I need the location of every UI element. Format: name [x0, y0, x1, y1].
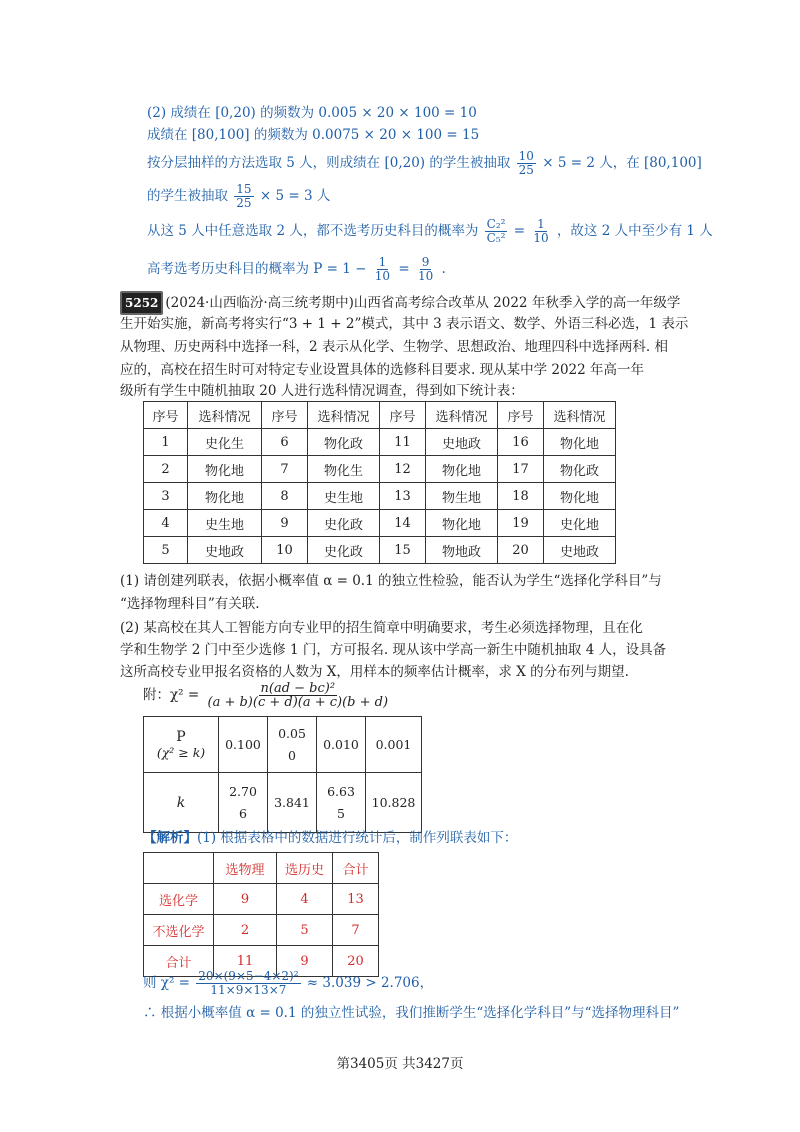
- contingency-table: [143, 852, 379, 977]
- table-cell: 序号: [144, 402, 188, 429]
- table-cell: 9: [214, 884, 277, 915]
- table-cell: 物生地: [426, 483, 498, 510]
- table-cell: 史生地: [188, 510, 262, 537]
- table-cell: 17: [498, 456, 544, 483]
- question-1-line-1: (1) 请创建列联表，依据小概率值 α = 0.1 的独立性检验，能否认为学生“选择化学科目”与: [120, 573, 662, 589]
- fraction: $\frac{\text{C₂²}}{\text{C₅²}}$: [486, 217, 506, 245]
- table-cell: 11: [214, 946, 277, 977]
- table-cell: 13: [333, 884, 379, 915]
- table-cell: 选化学: [144, 884, 214, 915]
- table-cell: 物化地: [544, 429, 616, 456]
- analysis-line: 【解析】(1) 根据表格中的数据进行统计后，制作列联表如下：: [143, 830, 518, 846]
- table-cell: 物化地: [188, 456, 262, 483]
- p-value-cell: 0.001: [366, 717, 422, 773]
- table-cell: 史地政: [544, 537, 616, 564]
- table-cell: 史生地: [308, 483, 380, 510]
- table-cell: 5: [144, 537, 188, 564]
- fraction: $\frac{1}{10}$: [374, 255, 391, 283]
- table-cell: 物化政: [544, 456, 616, 483]
- table-cell: 选历史: [277, 853, 333, 884]
- p-value-cell: 0.010: [317, 717, 366, 773]
- problem-line-5: 级所有学生中随机抽取 20 人进行选科情况调查，得到如下统计表：: [120, 383, 524, 399]
- problem-line-2: 生开始实施，新高考将实行“3 + 1 + 2”模式，其中 3 表示语文、数学、外语三科必选，1 表示: [120, 316, 689, 332]
- solution-line-1: (2) 成绩在 [0,20) 的频数为 0.005 × 20 × 100 = 10: [147, 105, 477, 121]
- table-cell: 20: [333, 946, 379, 977]
- fraction: $\frac{15}{25}$: [236, 182, 252, 210]
- problem-line-4: 应的，高校在招生时可对特定专业设置具体的选修科目要求. 现从某中学 2022 年高一年: [120, 362, 645, 378]
- table-cell: 史地政: [426, 429, 498, 456]
- table-cell: 序号: [262, 402, 308, 429]
- table-cell: 9: [262, 510, 308, 537]
- table-cell: 选科情况: [426, 402, 498, 429]
- chi-square-calculation: 则 χ² = $\frac{\text{20×(9×5−4×2)²}}{11\times 9\times 13\times 7}$ ≈ 3.039 > 2.706，: [143, 969, 434, 997]
- table-cell: 4: [277, 884, 333, 915]
- problem-number-badge: 5252: [120, 291, 163, 315]
- table-row: [144, 429, 616, 456]
- table-header-row: [144, 402, 616, 429]
- table-cell: 16: [498, 429, 544, 456]
- table-cell: 序号: [498, 402, 544, 429]
- table-cell: 12: [380, 456, 426, 483]
- table-row: [144, 884, 379, 915]
- k-value-cell: 6.63 5: [317, 773, 366, 833]
- table-cell: 物化地: [426, 456, 498, 483]
- solution-line-5: 从这 5 人中任意选取 2 人，都不选考历史科目的概率为 $\frac{\text{C₂²}}{\text{C₅²}}$ = $\frac{1}{10}$ ，故这 2 人中至少有 1 人: [147, 217, 713, 245]
- page-footer: 第3405页 共3427页: [336, 1056, 464, 1072]
- fraction: $\frac{9}{10}$: [417, 255, 434, 283]
- table-cell: [144, 853, 214, 884]
- conclusion-line: ∴ 根据小概率值 α = 0.1 的独立性试验，我们推断学生“选择化学科目”与“选择物理科目”: [143, 1005, 680, 1021]
- solution-line-2: 成绩在 [80,100] 的频数为 0.0075 × 20 × 100 = 15: [147, 127, 480, 143]
- table-cell: 选科情况: [544, 402, 616, 429]
- table-cell: 序号: [380, 402, 426, 429]
- p-label-cell: P (χ² ≥ k): [144, 717, 219, 773]
- solution-line-6: 高考选考历史科目的概率为 P = 1 − $\frac{1}{10}$ = $\frac{9}{10}$ .: [147, 255, 446, 283]
- fraction: $\frac{\text{n(ad − bc)²}}{(a + b)(c + d)(a + c)(b + d)}$: [207, 681, 389, 710]
- table-cell: 4: [144, 510, 188, 537]
- table-cell: 11: [380, 429, 426, 456]
- k-value-cell: 3.841: [268, 773, 317, 833]
- table-cell: 合计: [144, 946, 214, 977]
- table-cell: 15: [380, 537, 426, 564]
- fraction: $\frac{1}{10}$: [533, 217, 549, 245]
- table-cell: 物化地: [426, 510, 498, 537]
- table-header-row: [144, 853, 379, 884]
- table-cell: 13: [380, 483, 426, 510]
- table-cell: 6: [262, 429, 308, 456]
- table-row: [144, 537, 616, 564]
- table-cell: 选科情况: [188, 402, 262, 429]
- table-cell: 史化政: [308, 537, 380, 564]
- question-1-line-2: “选择物理科目”有关联.: [120, 596, 260, 612]
- table-cell: 史化政: [308, 510, 380, 537]
- table-cell: 不选化学: [144, 915, 214, 946]
- table-row: [144, 456, 616, 483]
- table-cell: 选物理: [214, 853, 277, 884]
- table-cell: 史化地: [544, 510, 616, 537]
- table-cell: 3: [144, 483, 188, 510]
- problem-line-1: 5252 (2024·山西临汾·高三统考期中)山西省高考综合改革从 2022 年秋季入学的高一年级学: [120, 291, 680, 315]
- table-cell: 8: [262, 483, 308, 510]
- table-cell: 史地政: [188, 537, 262, 564]
- table-cell: 20: [498, 537, 544, 564]
- question-2-line-2: 学和生物学 2 门中至少选修 1 门，方可报名. 现从该中学高一新生中随机抽取 4 人，设具备: [120, 642, 667, 658]
- table-row: [144, 483, 616, 510]
- solution-line-3: 按分层抽样的方法选取 5 人，则成绩在 [0,20) 的学生被抽取 $\frac{10}{25}$ × 5 = 2 人，在 [80,100]: [147, 149, 702, 177]
- p-value-cell: 0.100: [219, 717, 268, 773]
- table-cell: 合计: [333, 853, 379, 884]
- question-2-line-3: 这所高校专业甲报名资格的人数为 X，用样本的频率估计概率，求 X 的分布列与期望.: [120, 664, 629, 680]
- k-value-cell: 2.70 6: [219, 773, 268, 833]
- problem-line-3: 从物理、历史两科中选择一科，2 表示从化学、生物学、思想政治、地理四科中选择两科. 相: [120, 339, 668, 355]
- table-cell: 物化地: [188, 483, 262, 510]
- table-cell: 18: [498, 483, 544, 510]
- table-cell: 7: [333, 915, 379, 946]
- table-cell: 14: [380, 510, 426, 537]
- table-row: [144, 510, 616, 537]
- table-cell: 10: [262, 537, 308, 564]
- critical-value-table: [143, 716, 422, 833]
- table-cell: 2: [144, 456, 188, 483]
- fraction: $\frac{\text{20×(9×5−4×2)²}}{11\times 9\times 13\times 7}$: [198, 969, 299, 997]
- table-cell: 7: [262, 456, 308, 483]
- survey-table: [143, 401, 616, 564]
- table-cell: 物化生: [308, 456, 380, 483]
- table-cell: 2: [214, 915, 277, 946]
- table-cell: 物地政: [426, 537, 498, 564]
- table-cell: 史化生: [188, 429, 262, 456]
- table-cell: 19: [498, 510, 544, 537]
- solution-line-4: 的学生被抽取 $\frac{15}{25}$ × 5 = 3 人: [147, 182, 331, 210]
- question-2-line-1: (2) 某高校在其人工智能方向专业甲的招生简章中明确要求，考生必须选择物理，且在化: [120, 620, 643, 636]
- fraction: $\frac{10}{25}$: [518, 149, 534, 177]
- table-cell: 5: [277, 915, 333, 946]
- table-cell: 选科情况: [308, 402, 380, 429]
- table-cell: 9: [277, 946, 333, 977]
- chi-square-formula: 附：χ² = $\frac{\text{n(ad − bc)²}}{(a + b)(c + d)(a + c)(b + d)}$: [143, 681, 389, 710]
- table-cell: 物化政: [308, 429, 380, 456]
- p-value-cell: 0.05 0: [268, 717, 317, 773]
- table-cell: 物化地: [544, 483, 616, 510]
- k-label-cell: k: [144, 773, 219, 833]
- k-value-cell: 10.828: [366, 773, 422, 833]
- table-row: [144, 915, 379, 946]
- table-cell: 1: [144, 429, 188, 456]
